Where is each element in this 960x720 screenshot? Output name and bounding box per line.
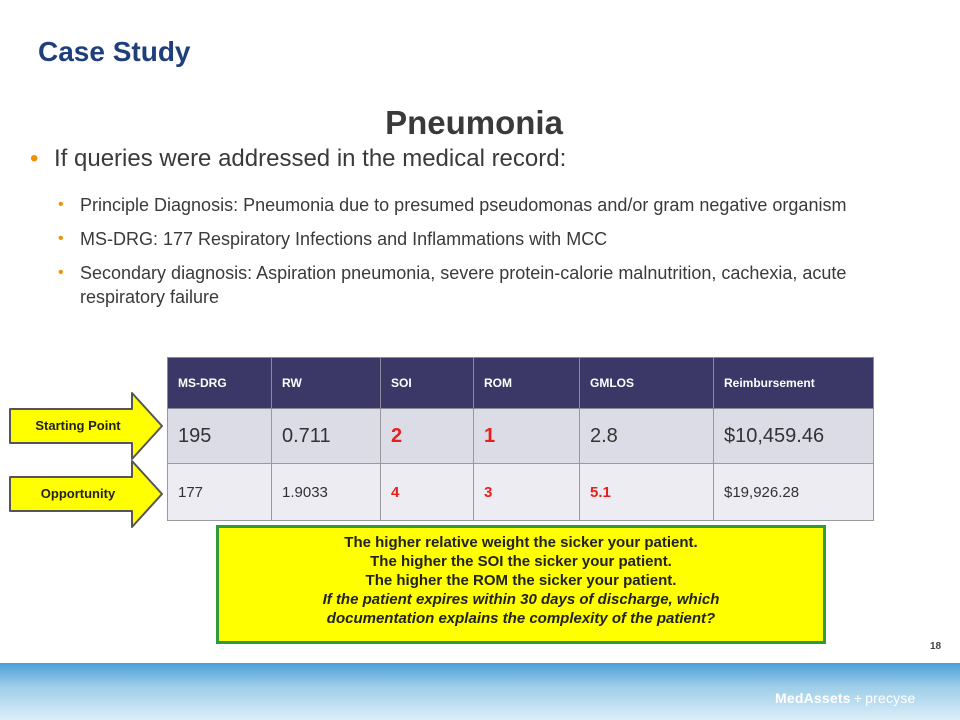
column-header: Reimbursement (714, 358, 874, 409)
bullet-icon: • (58, 264, 64, 281)
sub-bullet-text: Principle Diagnosis: Pneumonia due to presumed pseudomonas and/or gram negative organism (80, 195, 847, 215)
sub-bullet-text: Secondary diagnosis: Aspiration pneumonia, severe protein-calorie malnutrition, cachexia, acute respiratory failure (80, 263, 847, 307)
table-row (168, 409, 874, 464)
main-bullet (30, 145, 910, 173)
table-cell: 0.711 (272, 409, 381, 464)
footer-logo (775, 690, 916, 706)
main-bullet-text: If queries were addressed in the medical record: (54, 145, 567, 172)
sub-bullet (58, 193, 918, 217)
table-header-row (168, 358, 874, 409)
precyse-logo: precyse (865, 690, 916, 706)
callout-box (216, 525, 826, 644)
column-header: RW (272, 358, 381, 409)
bullet-icon: • (58, 196, 64, 213)
medassets-logo: MedAssets (775, 690, 851, 706)
slide-title: Pneumonia (385, 104, 563, 141)
table-cell: 5.1 (580, 464, 714, 521)
column-header: SOI (381, 358, 474, 409)
callout-line: The higher the SOI the sicker your patient. (370, 553, 672, 570)
table-cell: 3 (474, 464, 580, 521)
logo-plus: + (853, 690, 863, 706)
table-cell: 177 (168, 464, 272, 521)
sub-bullet-text: MS-DRG: 177 Respiratory Infections and Inflammations with MCC (80, 229, 608, 249)
opportunity-arrow (8, 459, 164, 529)
drg-comparison-table (167, 357, 874, 521)
column-header: MS-DRG (168, 358, 272, 409)
sub-bullet (58, 261, 918, 309)
table-cell: $10,459.46 (714, 409, 874, 464)
starting-point-label: Starting Point (35, 418, 121, 433)
callout-line: The higher the ROM the sicker your patient. (365, 572, 677, 589)
bullet-icon: • (58, 230, 64, 247)
bullet-icon: • (30, 145, 39, 172)
callout-line: documentation explains the complexity of the patient? (326, 610, 716, 627)
opportunity-label: Opportunity (40, 486, 116, 501)
callout-line: The higher relative weight the sicker your patient. (344, 534, 698, 551)
table-cell: 2 (381, 409, 474, 464)
table-cell: 1 (474, 409, 580, 464)
table-row (168, 464, 874, 521)
table-cell: 2.8 (580, 409, 714, 464)
starting-point-arrow (8, 391, 164, 461)
page-number: 18 (930, 641, 942, 652)
sub-bullet-list (58, 193, 918, 319)
sub-bullet (58, 227, 918, 251)
callout-line: If the patient expires within 30 days of discharge, which (322, 591, 720, 608)
column-header: GMLOS (580, 358, 714, 409)
header-title: Case Study (38, 36, 191, 67)
table-cell: $19,926.28 (714, 464, 874, 521)
table-cell: 1.9033 (272, 464, 381, 521)
table-cell: 195 (168, 409, 272, 464)
column-header: ROM (474, 358, 580, 409)
table-cell: 4 (381, 464, 474, 521)
